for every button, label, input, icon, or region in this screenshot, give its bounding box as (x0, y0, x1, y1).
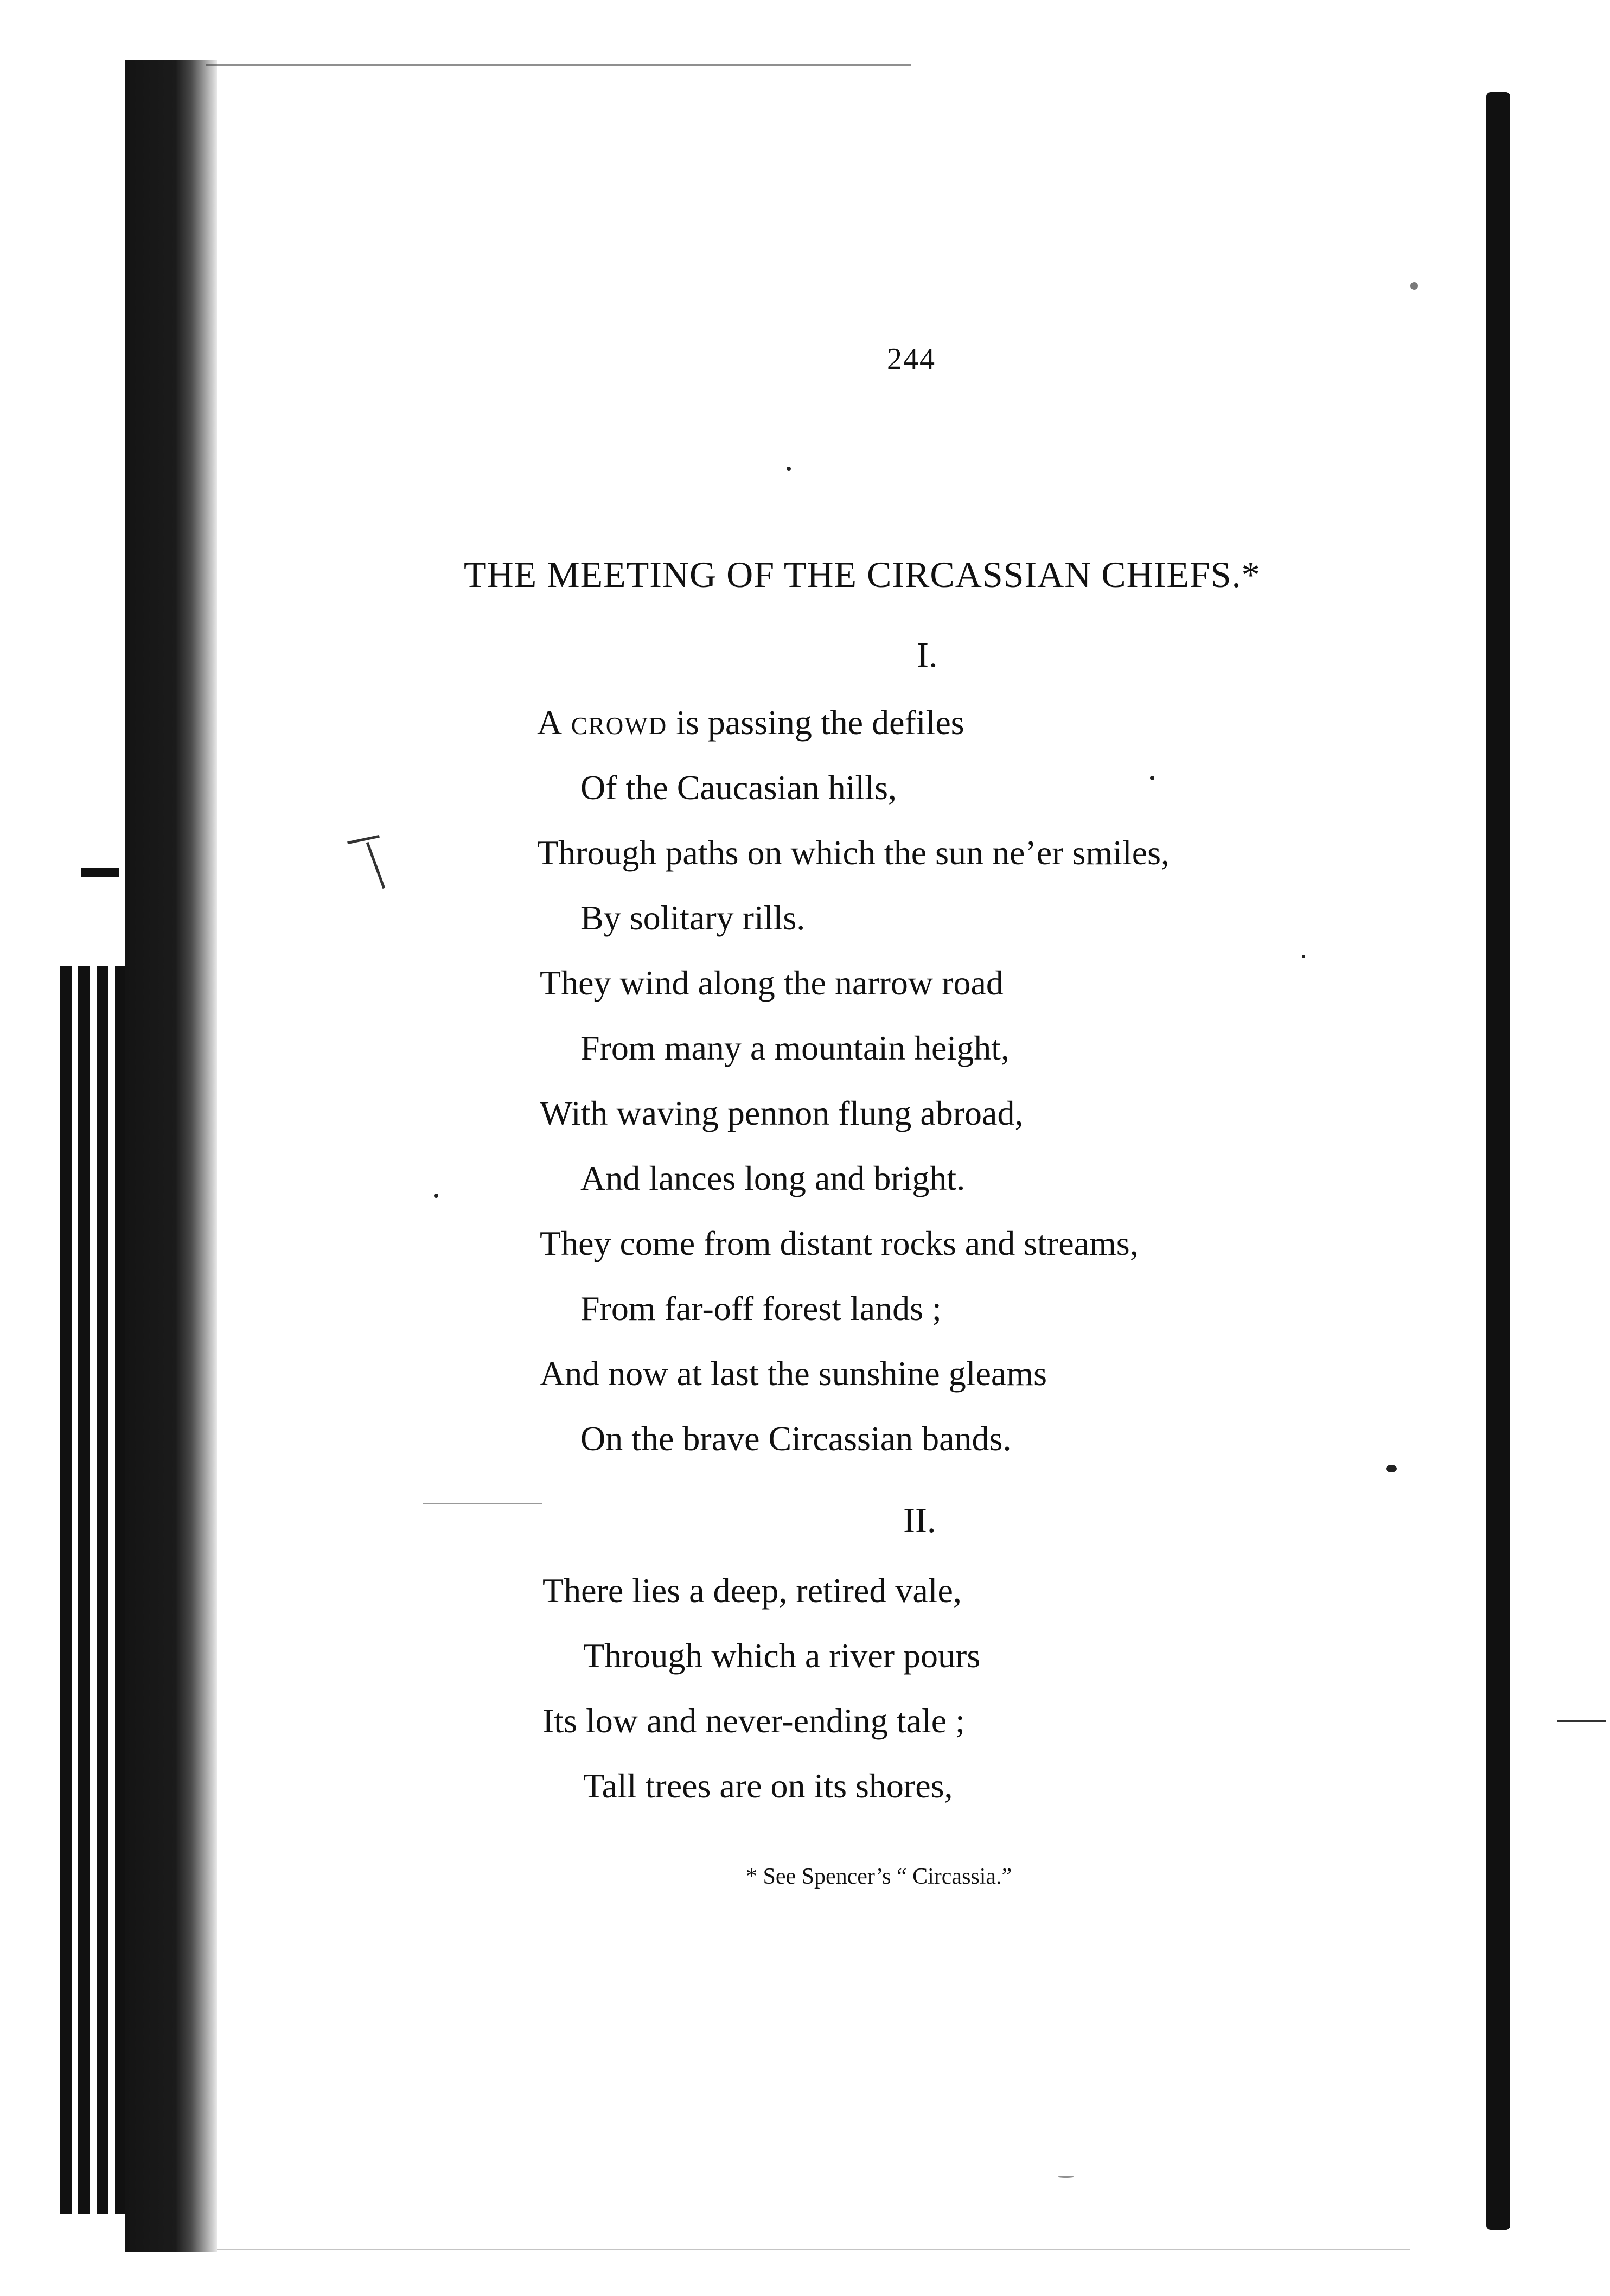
scan-speck (1058, 2176, 1074, 2178)
poem-line: By solitary rills. (580, 898, 806, 937)
scan-mark (423, 1503, 542, 1504)
scan-mark (366, 842, 385, 889)
poem-line: They wind along the narrow road (540, 964, 1004, 1002)
scan-speck (1150, 776, 1154, 780)
scan-speck (1302, 955, 1305, 958)
poem-line: Through paths on which the sun ne’er smiles, (537, 833, 1170, 872)
section-numeral-1: I. (917, 635, 938, 675)
poem-line: Of the Caucasian hills, (580, 768, 897, 807)
page-edge-right (1486, 92, 1510, 2230)
page-edge-left-mark (81, 868, 119, 877)
poem-line (537, 705, 964, 740)
poem-line: From many a mountain height, (580, 1029, 1010, 1067)
poem-line: On the brave Circassian bands. (580, 1419, 1012, 1458)
scan-mark (347, 835, 380, 844)
page-number: 244 (887, 342, 936, 376)
poem-line: They come from distant rocks and streams, (540, 1224, 1139, 1262)
poem-line: And lances long and bright. (580, 1159, 966, 1197)
scan-speck (1386, 1465, 1397, 1472)
poem-line: Tall trees are on its shores, (583, 1766, 953, 1805)
footnote: * See Spencer’s “ Circassia.” (746, 1864, 1012, 1889)
section-numeral-2: II. (903, 1501, 936, 1540)
scan-speck (434, 1194, 438, 1198)
poem-line: There lies a deep, retired vale, (542, 1571, 962, 1610)
drop-caps-first-words: A crowd (537, 703, 668, 742)
scan-mark (1557, 1720, 1606, 1722)
poem-line: From far-off forest lands ; (580, 1289, 942, 1328)
scan-speck (1410, 282, 1418, 290)
poem-line: Through which a river pours (583, 1636, 981, 1675)
poem-line: With waving pennon flung abroad, (540, 1094, 1024, 1132)
page-edge-bottom (217, 2249, 1410, 2250)
poem-line: Its low and never-ending tale ; (542, 1701, 965, 1740)
page-edge-left (125, 60, 217, 2252)
page-edge-top (206, 64, 911, 66)
poem-line-text: is passing the defiles (667, 703, 964, 742)
poem-line: And now at last the sunshine gleams (540, 1354, 1047, 1393)
scan-speck (787, 467, 791, 471)
page-edge-left-stripes (60, 966, 125, 2214)
poem-title: THE MEETING OF THE CIRCASSIAN CHIEFS.* (464, 554, 1261, 595)
